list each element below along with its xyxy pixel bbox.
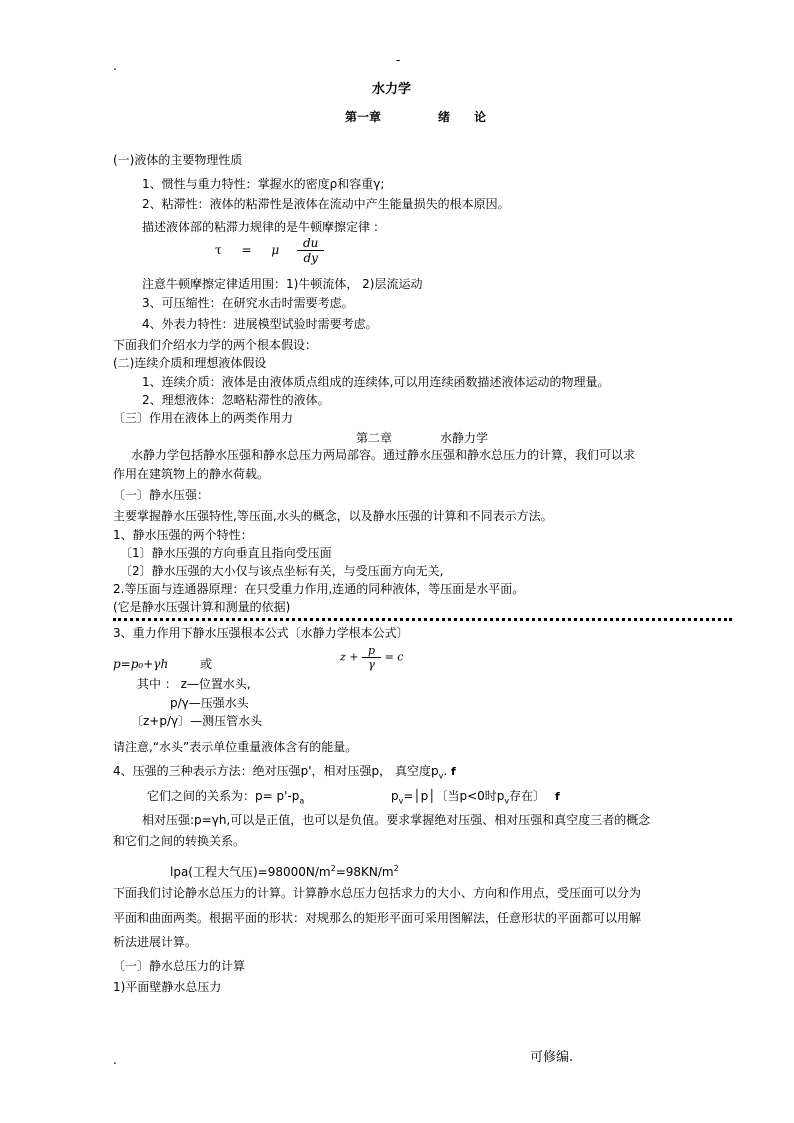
- s1-item1: 1、惯性与重力特性：掌握水的密度ρ和容重γ;: [142, 177, 385, 191]
- s3-para8: (它是静水压强计算和测量的依据): [113, 600, 291, 614]
- page-title: 水力学: [372, 82, 412, 97]
- chapter2-name: 水静力学: [440, 431, 489, 445]
- s5-pa-sup: 2: [330, 864, 336, 873]
- s2-item1: 1、连续介质：液体是由液体质点组成的连续体,可以用连续函数描述液体运动的物理量。: [142, 375, 610, 389]
- s2-item3: 〔三〕作用在液体上的两类作用力: [113, 411, 294, 425]
- s5-heading-text: 4、压强的三种表示方法：绝对压强p'，相对压强p， 真空度p: [113, 764, 439, 778]
- s3-para3: 主要掌握静水压强特性,等压面,水头的概念，以及静水压强的计算和不同表示方法。: [113, 509, 553, 523]
- s5-heading: [113, 763, 456, 784]
- s4-note: 请注意,“水头”表示单位重量液体含有的能量。: [113, 740, 358, 754]
- s2-item2: 2、理想液体：忽略粘滞性的液体。: [142, 393, 330, 407]
- f-mark-icon-2: f: [554, 790, 560, 803]
- header-center-mark: -: [396, 53, 401, 67]
- header-left-mark: .: [113, 59, 117, 73]
- chapter2-label: 第二章: [356, 431, 393, 445]
- s5-heading-sub: v: [438, 771, 444, 781]
- s5-relation1: [147, 788, 304, 809]
- s3-para4: 1、静水压强的两个特性：: [113, 528, 253, 542]
- fraction-numerator: du: [297, 236, 324, 251]
- s5-relation2-sub: v: [398, 796, 404, 806]
- s4-line3: 〔z+p/γ〕—测压管水头: [131, 714, 263, 728]
- s5-pa-text: lpa(工程大气压)=98000N/m: [170, 865, 331, 879]
- dotted-separator: [113, 618, 732, 621]
- chapter1-label: 第一章: [345, 110, 382, 124]
- s1-item3: 描述液体部的粘滞力规律的是牛顿摩擦定律 :: [142, 220, 378, 234]
- s6-para3: 析法进展计算。: [113, 935, 198, 949]
- chapter1-name: 绪 论: [438, 110, 497, 124]
- s3-para1: 水静力学包括静水压强和静水总压力两局部容。通过静水压强和静水总压力的计算，我们可以求: [131, 448, 636, 462]
- s2-heading: (二)连续介质和理想液体假设: [113, 356, 267, 370]
- s5-para2: 和它们之间的转换关系。: [113, 834, 246, 848]
- f-mark-icon: f: [451, 765, 456, 778]
- energy-formula: [340, 644, 403, 671]
- energy-fraction-num: p: [362, 644, 381, 658]
- hydrostatic-formula: p=p₀+γh: [113, 657, 169, 671]
- s5-heading-tail: .: [443, 764, 448, 778]
- s1-item5: 3、可压缩性：在研究水击时需要考虑。: [142, 296, 354, 310]
- s6-para1: 下面我们讨论静水总压力的计算。计算静水总压力包括求力的大小、方向和作用点，受压面可以分为: [113, 886, 642, 900]
- footer-left-mark: .: [113, 1053, 117, 1067]
- energy-formula-left: z +: [340, 650, 359, 664]
- du-dy-fraction: [297, 236, 324, 265]
- tau-symbol: τ: [215, 243, 222, 257]
- s5-pa2-text: =98KN/m: [335, 865, 394, 879]
- s6-heading: 〔一〕静水总压力的计算: [113, 959, 246, 973]
- energy-fraction-den: γ: [368, 658, 375, 671]
- s1-item4: 注意牛顿摩擦定律适用围：1)牛顿流体， 2)层流运动: [142, 277, 423, 291]
- s5-relation1-text: 它们之间的关系为：p= p'-p: [147, 789, 300, 803]
- s5-pa: [170, 861, 399, 880]
- s1-heading: (一)液体的主要物理性质: [113, 153, 243, 167]
- s5-relation2-sub2: v: [504, 796, 510, 806]
- s6-para2: 平面和曲面两类。根据平面的形状：对规那么的矩形平面可采用图解法，任意形状的平面都可以用解: [113, 911, 642, 925]
- s3-heading: 〔一〕静水压强：: [113, 488, 210, 502]
- formula-equals: =: [241, 243, 252, 257]
- s3-para2: 作用在建筑物上的静水荷载。: [113, 467, 270, 481]
- s4-line1: 其中 ： z—位置水头,: [137, 677, 251, 691]
- s5-pa2-sup: 2: [393, 864, 399, 873]
- s5-relation2: [391, 788, 560, 809]
- footer-editable-note: 可修编.: [530, 1050, 574, 1065]
- s3-para5: 〔1〕静水压强的方向垂直且指向受压面: [120, 546, 332, 560]
- fraction-denominator: dy: [303, 251, 318, 265]
- s5-relation1-sub: a: [299, 796, 305, 806]
- s3-para6: 〔2〕静水压强的大小仅与该点坐标有关，与受压面方向无关,: [120, 564, 444, 578]
- s2-intro: 下面我们介绍水力学的两个根本假设：: [113, 338, 318, 352]
- s5-relation2-p: p: [391, 789, 399, 803]
- energy-formula-right: = c: [384, 650, 404, 664]
- s6-sub: 1)平面壁静水总压力: [113, 980, 222, 994]
- mu-symbol: μ: [271, 243, 280, 257]
- s1-item6: 4、外表力特性：进展模型试验时需要考虑。: [142, 317, 378, 331]
- s4-heading: 3、重力作用下静水压强根本公式〔水静力学根本公式〕: [113, 626, 409, 640]
- newton-formula: [215, 236, 324, 265]
- s4-line2: p/γ—压强水头: [170, 696, 249, 710]
- s5-para1: 相对压强:p=γh,可以是正值，也可以是负值。要求掌握绝对压强、相对压强和真空度三者的概念: [142, 813, 651, 827]
- formula-or: 或: [200, 657, 213, 671]
- s5-relation2-tail2: 存在〕: [509, 789, 546, 803]
- s3-para7: 2.等压面与连通器原理：在只受重力作用,连通的同种液体，等压面是水平面。: [113, 582, 525, 596]
- s5-relation2-tail: =│p│〔当p<0时p: [403, 789, 505, 803]
- s1-item2: 2、粘滞性：液体的粘滞性是液体在流动中产生能量损失的根本原因。: [142, 197, 510, 211]
